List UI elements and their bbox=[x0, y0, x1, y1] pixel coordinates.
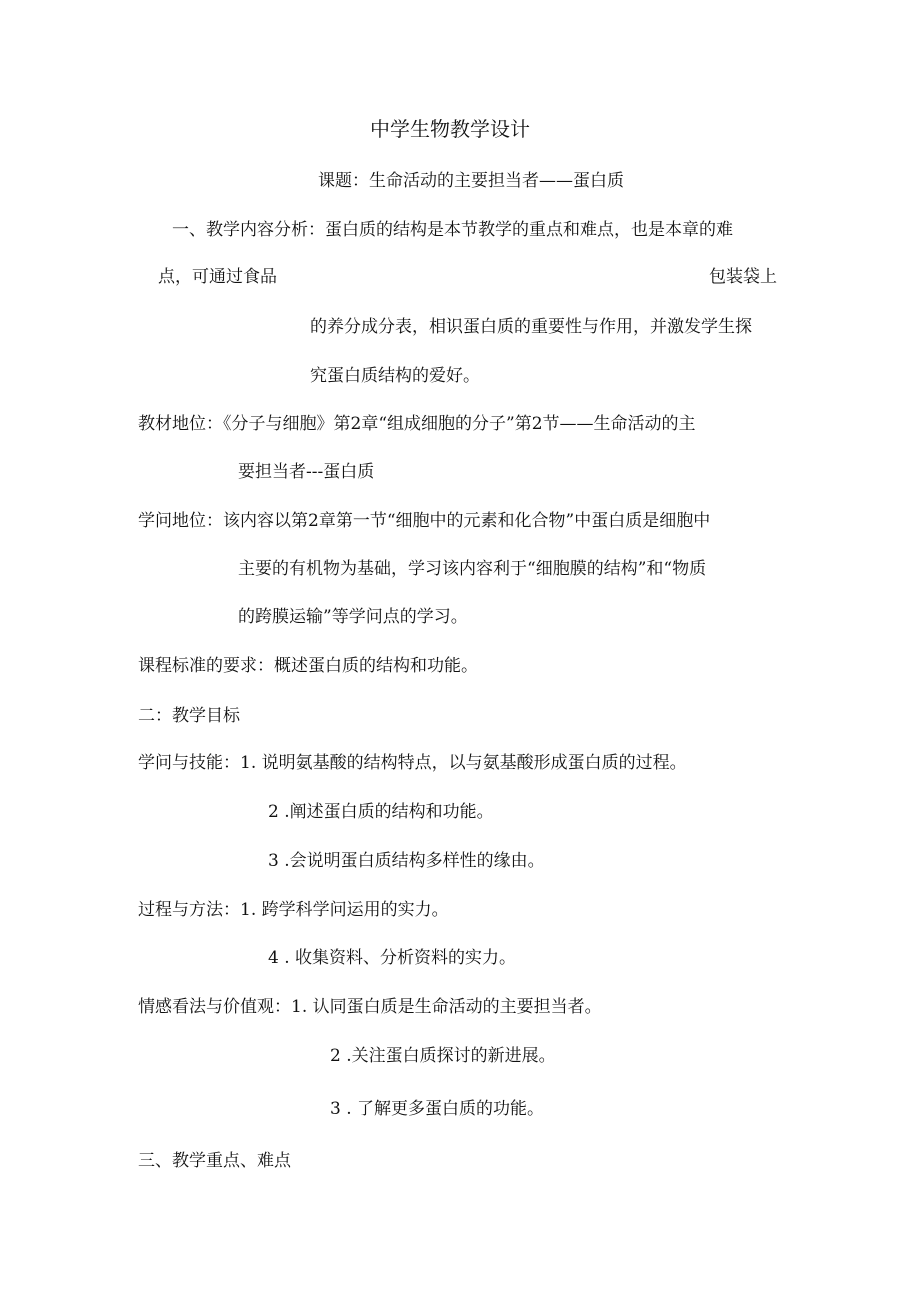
curriculum-requirement: 课程标准的要求：概述蛋白质的结构和功能。 bbox=[138, 656, 478, 676]
knowledge-position-line-2: 主要的有机物为基础，学习该内容利于“细胞膜的结构”和“物质 bbox=[238, 559, 707, 579]
analysis-line-1: 一、教学内容分析：蛋白质的结构是本节教学的重点和难点，也是本章的难 bbox=[172, 220, 733, 240]
analysis-line-2-left: 点，可通过食品 bbox=[158, 267, 277, 287]
process-methods-item-1: 过程与方法：1. 跨学科学问运用的实力。 bbox=[138, 900, 449, 920]
attitudes-values-item-3: 3 . 了解更多蛋白质的功能。 bbox=[330, 1099, 545, 1119]
analysis-line-3: 的养分成分表，相识蛋白质的重要性与作用，并激发学生探 bbox=[310, 317, 752, 337]
knowledge-position-line-3: 的跨膜运输”等学问点的学习。 bbox=[238, 607, 468, 627]
knowledge-skills-item-2: 2 .阐述蛋白质的结构和功能。 bbox=[268, 802, 494, 822]
analysis-line-2-right: 包装袋上 bbox=[709, 267, 777, 287]
process-methods-item-2: 4 . 收集资料、分析资料的实力。 bbox=[268, 948, 517, 968]
knowledge-skills-item-1: 学问与技能：1. 说明氨基酸的结构特点，以与氨基酸形成蛋白质的过程。 bbox=[138, 753, 687, 773]
attitudes-values-item-2: 2 .关注蛋白质探讨的新进展。 bbox=[330, 1046, 556, 1066]
attitudes-values-item-1: 情感看法与价值观：1. 认同蛋白质是生命活动的主要担当者。 bbox=[138, 997, 602, 1017]
analysis-line-4: 究蛋白质结构的爱好。 bbox=[310, 366, 480, 386]
textbook-position-line-1: 教材地位：《分子与细胞》第2章“组成细胞的分子”第2节——生命活动的主 bbox=[138, 414, 696, 434]
key-points-heading: 三、教学重点、难点 bbox=[138, 1151, 291, 1171]
textbook-position-line-2: 要担当者---蛋白质 bbox=[238, 462, 375, 482]
document-title: 中学生物教学设计 bbox=[370, 117, 530, 141]
lesson-subject: 课题：生命活动的主要担当者——蛋白质 bbox=[318, 171, 624, 191]
knowledge-position-line-1: 学问地位：该内容以第2章第一节“细胞中的元素和化合物”中蛋白质是细胞中 bbox=[138, 511, 711, 531]
knowledge-skills-item-3: 3 .会说明蛋白质结构多样性的缘由。 bbox=[268, 851, 545, 871]
goals-heading: 二：教学目标 bbox=[138, 706, 240, 726]
